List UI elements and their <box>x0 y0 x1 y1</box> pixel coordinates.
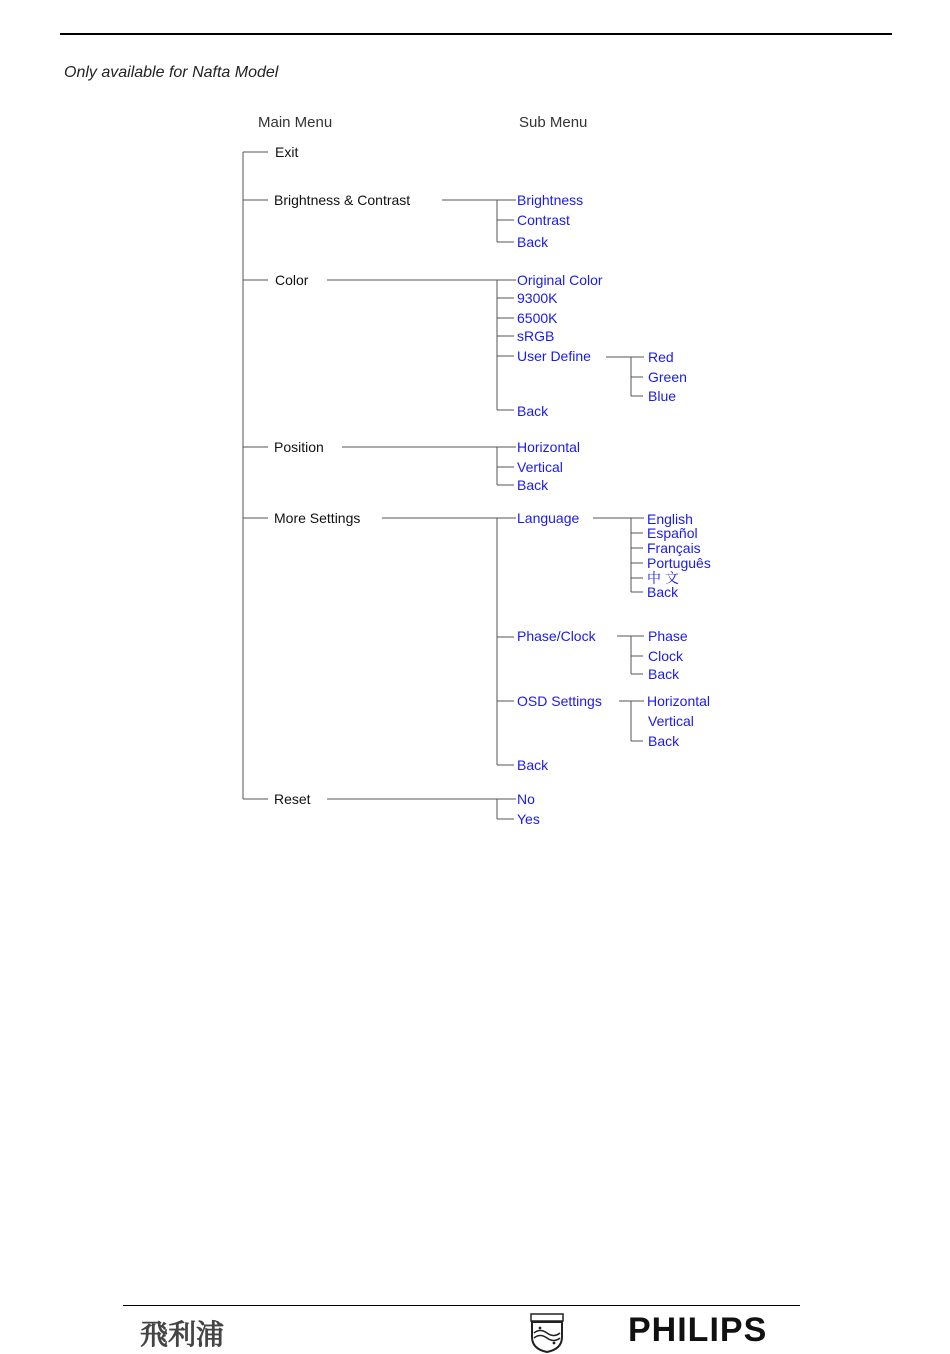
sub-francais: Français <box>647 540 701 556</box>
menu-exit: Exit <box>275 144 299 160</box>
sub-original-color: Original Color <box>517 272 603 288</box>
menu-color: Color <box>275 272 309 288</box>
sub-user-define: User Define <box>517 348 591 364</box>
sub-phase: Phase <box>648 628 688 644</box>
menu-position: Position <box>274 439 324 455</box>
philips-shield-icon <box>529 1313 565 1353</box>
sub-no: No <box>517 791 535 807</box>
sub-blue: Blue <box>648 388 677 404</box>
philips-wordmark: PHILIPS <box>628 1311 768 1349</box>
sub-menu-heading: Sub Menu <box>519 114 588 131</box>
availability-note: Only available for Nafta Model <box>64 64 279 81</box>
sub-horizontal: Horizontal <box>517 439 581 455</box>
sub-back: Back <box>517 403 549 419</box>
sub-red: Red <box>648 349 674 365</box>
sub-portugues: Português <box>647 555 711 571</box>
sub-horizontal: Horizontal <box>647 693 711 709</box>
sub-back: Back <box>648 733 680 749</box>
sub-6500k: 6500K <box>517 310 558 326</box>
sub-espanol: Español <box>647 525 698 541</box>
sub-vertical: Vertical <box>648 713 694 729</box>
footer-rule <box>123 1305 800 1306</box>
chinese-brand-logo: 飛利浦 <box>140 1318 225 1351</box>
sub-back: Back <box>648 666 680 682</box>
menu-more-settings: More Settings <box>274 510 361 526</box>
sub-back: Back <box>517 477 549 493</box>
sub-back: Back <box>517 234 549 250</box>
main-menu-heading: Main Menu <box>258 114 333 131</box>
sub-yes: Yes <box>517 811 540 827</box>
sub-brightness: Brightness <box>517 192 584 208</box>
sub-back: Back <box>517 757 549 773</box>
sub-vertical: Vertical <box>517 459 563 475</box>
sub-contrast: Contrast <box>517 212 570 228</box>
sub-phase-clock: Phase/Clock <box>517 628 596 644</box>
sub-back: Back <box>647 584 679 600</box>
sub-srgb: sRGB <box>517 328 555 344</box>
sub-chinese: 中 文 <box>647 570 679 586</box>
sub-english: English <box>647 511 693 527</box>
sub-green: Green <box>648 369 687 385</box>
sub-clock: Clock <box>648 648 684 664</box>
menu-brightness-contrast: Brightness & Contrast <box>274 192 411 208</box>
menu-reset: Reset <box>274 791 311 807</box>
sub-osd-settings: OSD Settings <box>517 693 602 709</box>
sub-9300k: 9300K <box>517 290 558 306</box>
sub-language: Language <box>517 510 580 526</box>
